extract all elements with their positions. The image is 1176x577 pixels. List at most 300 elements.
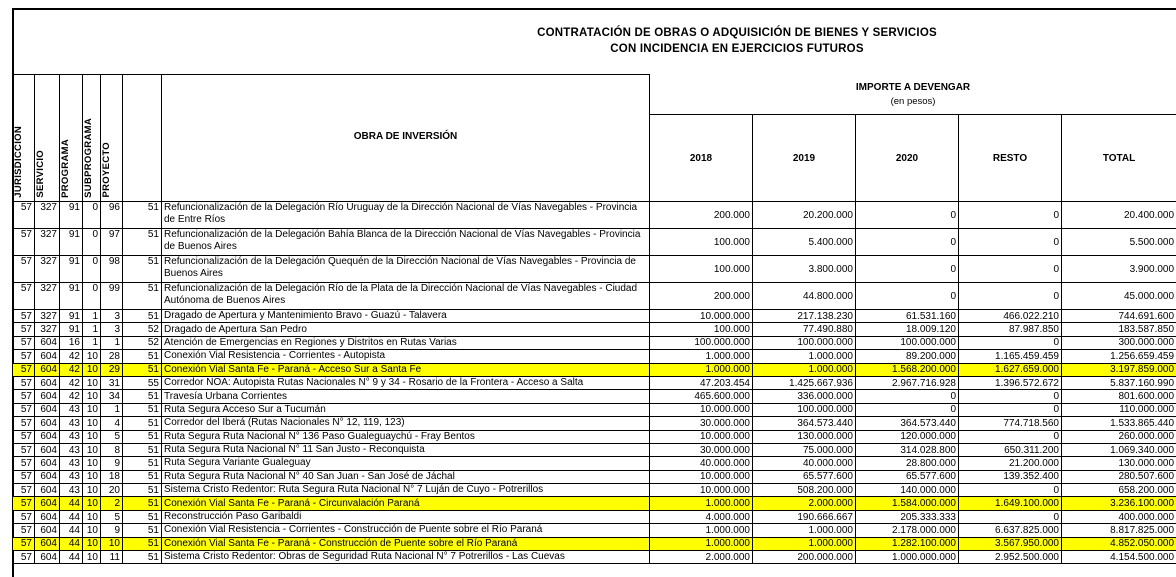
cell-2019: 1.000.000 (753, 350, 856, 363)
cell-2018: 1.000.000 (650, 537, 753, 550)
cell-2018: 4.000.000 (650, 510, 753, 523)
cell-resto: 1.396.572.672 (959, 376, 1062, 389)
table-row (13, 310, 1176, 323)
cell-2018: 40.000.000 (650, 457, 753, 470)
cell-obra-code: 52 (123, 336, 162, 349)
cell-total: 45.000.000 (1062, 283, 1176, 310)
table-body (13, 202, 1176, 564)
title-line-1: CONTRATACIÓN DE OBRAS O ADQUISICIÓN DE BIENES Y SERVICIOS (537, 27, 937, 39)
cell-resto: 466.022.210 (959, 310, 1062, 323)
cell-total: 300.000.000 (1062, 336, 1176, 349)
cell-total: 1.256.659.459 (1062, 350, 1176, 363)
cell-jurisdiccion: 57 (13, 524, 35, 537)
cell-programa: 91 (60, 256, 83, 283)
cell-subprograma: 10 (83, 510, 101, 523)
cell-2019: 1.000.000 (753, 537, 856, 550)
cell-obra-code: 51 (123, 403, 162, 416)
cell-2020: 314.028.800 (856, 443, 959, 456)
cell-programa: 43 (60, 417, 83, 430)
cell-total: 280.507.600 (1062, 470, 1176, 483)
cell-programa: 43 (60, 403, 83, 416)
cell-2018: 200.000 (650, 283, 753, 310)
cell-2020: 1.282.100.000 (856, 537, 959, 550)
cell-subprograma: 10 (83, 376, 101, 389)
cell-description: Reconstrucción Paso Garibaldi (162, 510, 650, 523)
table-row (13, 417, 1176, 430)
cell-servicio: 327 (35, 229, 60, 256)
cell-resto: 0 (959, 202, 1062, 229)
cell-servicio: 604 (35, 537, 60, 550)
cell-obra-code: 51 (123, 524, 162, 537)
cell-2018: 100.000 (650, 229, 753, 256)
cell-subprograma: 10 (83, 457, 101, 470)
cell-servicio: 604 (35, 457, 60, 470)
cell-jurisdiccion: 57 (13, 350, 35, 363)
cell-obra-code: 51 (123, 430, 162, 443)
table-row (13, 524, 1176, 537)
cell-2018: 10.000.000 (650, 403, 753, 416)
cell-total: 260.000.000 (1062, 430, 1176, 443)
cell-description: Ruta Segura Acceso Sur a Tucumán (162, 403, 650, 416)
cell-jurisdiccion: 57 (13, 310, 35, 323)
cell-total: 744.691.600 (1062, 310, 1176, 323)
cell-servicio: 604 (35, 390, 60, 403)
cell-jurisdiccion: 57 (13, 510, 35, 523)
cell-obra-code: 52 (123, 323, 162, 336)
table-row (13, 336, 1176, 349)
cell-2019: 5.400.000 (753, 229, 856, 256)
cell-jurisdiccion: 57 (13, 551, 35, 564)
cell-proyecto: 1 (101, 336, 123, 349)
table-row (13, 323, 1176, 336)
header-importe: IMPORTE A DEVENGAR (en pesos) (650, 75, 1176, 115)
cell-jurisdiccion: 57 (13, 403, 35, 416)
header-2019: 2019 (753, 115, 856, 202)
table-row (13, 202, 1176, 229)
header-programa: PROGRAMA (60, 75, 83, 202)
cell-description: Refuncionalización de la Delegación Río de la Plata de la Dirección Nacional de Vías Navegables - Ciudad Autónoma de Buenos Aires (162, 283, 650, 310)
cell-programa: 43 (60, 443, 83, 456)
cell-2018: 10.000.000 (650, 484, 753, 497)
cell-2019: 100.000.000 (753, 403, 856, 416)
cell-subprograma: 1 (83, 336, 101, 349)
cell-total: 1.069.340.000 (1062, 443, 1176, 456)
cell-2020: 61.531.160 (856, 310, 959, 323)
cell-2019: 2.000.000 (753, 497, 856, 510)
cell-total: 5.500.000 (1062, 229, 1176, 256)
cell-resto: 0 (959, 336, 1062, 349)
header-servicio: SERVICIO (35, 75, 60, 202)
table-row (13, 497, 1176, 510)
cell-obra-code: 51 (123, 470, 162, 483)
cell-2019: 508.200.000 (753, 484, 856, 497)
cell-obra-code: 51 (123, 417, 162, 430)
cell-description: Corredor del Iberá (Rutas Nacionales N° 12, 119, 123) (162, 417, 650, 430)
cell-programa: 16 (60, 336, 83, 349)
cell-jurisdiccion: 57 (13, 363, 35, 376)
cell-2018: 1.000.000 (650, 363, 753, 376)
cell-obra-code: 51 (123, 202, 162, 229)
report-title (12, 26, 1176, 66)
cell-subprograma: 1 (83, 323, 101, 336)
cell-proyecto: 98 (101, 256, 123, 283)
cell-total: 3.197.859.000 (1062, 363, 1176, 376)
cell-proyecto: 18 (101, 470, 123, 483)
cell-jurisdiccion: 57 (13, 256, 35, 283)
cell-jurisdiccion: 57 (13, 470, 35, 483)
cell-2019: 44.800.000 (753, 283, 856, 310)
cell-jurisdiccion: 57 (13, 417, 35, 430)
cell-servicio: 604 (35, 510, 60, 523)
cell-servicio: 604 (35, 363, 60, 376)
table-row (13, 510, 1176, 523)
cell-servicio: 604 (35, 430, 60, 443)
cell-subprograma: 10 (83, 484, 101, 497)
cell-servicio: 604 (35, 551, 60, 564)
cell-2018: 2.000.000 (650, 551, 753, 564)
cell-proyecto: 3 (101, 310, 123, 323)
cell-2018: 465.600.000 (650, 390, 753, 403)
cell-jurisdiccion: 57 (13, 484, 35, 497)
cell-programa: 91 (60, 229, 83, 256)
cell-2020: 28.800.000 (856, 457, 959, 470)
cell-2018: 100.000.000 (650, 336, 753, 349)
cell-description: Conexión Vial Santa Fe - Paraná - Circunvalación Paraná (162, 497, 650, 510)
cell-programa: 44 (60, 551, 83, 564)
cell-subprograma: 10 (83, 497, 101, 510)
cell-2018: 1.000.000 (650, 524, 753, 537)
cell-subprograma: 10 (83, 363, 101, 376)
cell-2018: 100.000 (650, 256, 753, 283)
cell-description: Travesía Urbana Corrientes (162, 390, 650, 403)
cell-subprograma: 10 (83, 390, 101, 403)
cell-2018: 10.000.000 (650, 310, 753, 323)
cell-2018: 10.000.000 (650, 470, 753, 483)
cell-description: Ruta Segura Ruta Nacional N° 11 San Justo - Reconquista (162, 443, 650, 456)
cell-2020: 0 (856, 202, 959, 229)
cell-2019: 100.000.000 (753, 336, 856, 349)
cell-jurisdiccion: 57 (13, 229, 35, 256)
investment-table (12, 74, 1176, 564)
table-row (13, 443, 1176, 456)
cell-subprograma: 10 (83, 350, 101, 363)
cell-2019: 217.138.230 (753, 310, 856, 323)
cell-2019: 1.000.000 (753, 363, 856, 376)
cell-proyecto: 34 (101, 390, 123, 403)
cell-subprograma: 1 (83, 310, 101, 323)
cell-2019: 77.490.880 (753, 323, 856, 336)
cell-2020: 205.333.333 (856, 510, 959, 523)
table-row (13, 403, 1176, 416)
cell-2020: 120.000.000 (856, 430, 959, 443)
cell-2019: 1.425.667.936 (753, 376, 856, 389)
cell-proyecto: 99 (101, 283, 123, 310)
cell-servicio: 604 (35, 403, 60, 416)
cell-resto: 0 (959, 484, 1062, 497)
cell-description: Dragado de Apertura y Mantenimiento Bravo - Guazú - Talavera (162, 310, 650, 323)
header-subprograma: SUBPROGRAMA (83, 75, 101, 202)
cell-description: Refuncionalización de la Delegación Bahía Blanca de la Dirección Nacional de Vías Navegables - Provincia de Buenos Aires (162, 229, 650, 256)
cell-obra-code: 51 (123, 551, 162, 564)
cell-programa: 42 (60, 376, 83, 389)
cell-resto: 0 (959, 256, 1062, 283)
table-row (13, 470, 1176, 483)
cell-resto: 0 (959, 430, 1062, 443)
cell-proyecto: 20 (101, 484, 123, 497)
cell-resto: 0 (959, 403, 1062, 416)
cell-proyecto: 97 (101, 229, 123, 256)
cell-obra-code: 51 (123, 457, 162, 470)
cell-proyecto: 2 (101, 497, 123, 510)
cell-servicio: 604 (35, 417, 60, 430)
cell-subprograma: 10 (83, 417, 101, 430)
cell-2020: 65.577.600 (856, 470, 959, 483)
header-total: TOTAL (1062, 115, 1176, 202)
cell-description: Sistema Cristo Redentor: Obras de Seguridad Ruta Nacional N° 7 Potrerillos - Las Cuevas (162, 551, 650, 564)
cell-resto: 1.165.459.459 (959, 350, 1062, 363)
cell-2018: 100.000 (650, 323, 753, 336)
cell-resto: 0 (959, 283, 1062, 310)
cell-2019: 75.000.000 (753, 443, 856, 456)
cell-obra-code: 51 (123, 283, 162, 310)
cell-2019: 1.000.000 (753, 524, 856, 537)
cell-2020: 1.568.200.000 (856, 363, 959, 376)
cell-2019: 200.000.000 (753, 551, 856, 564)
table-row (13, 350, 1176, 363)
cell-servicio: 327 (35, 256, 60, 283)
header-blank (123, 75, 162, 202)
cell-2019: 336.000.000 (753, 390, 856, 403)
cell-proyecto: 9 (101, 524, 123, 537)
table-row (13, 537, 1176, 550)
header-proyecto: PROYECTO (101, 75, 123, 202)
cell-description: Sistema Cristo Redentor: Ruta Segura Ruta Nacional N° 7 Luján de Cuyo - Potrerillos (162, 484, 650, 497)
cell-2019: 3.800.000 (753, 256, 856, 283)
cell-resto: 0 (959, 510, 1062, 523)
cell-programa: 44 (60, 524, 83, 537)
cell-proyecto: 1 (101, 403, 123, 416)
cell-jurisdiccion: 57 (13, 390, 35, 403)
cell-total: 183.587.850 (1062, 323, 1176, 336)
cell-2020: 0 (856, 256, 959, 283)
cell-obra-code: 51 (123, 484, 162, 497)
cell-2019: 190.666.667 (753, 510, 856, 523)
cell-total: 110.000.000 (1062, 403, 1176, 416)
cell-obra-code: 51 (123, 229, 162, 256)
cell-total: 8.817.825.000 (1062, 524, 1176, 537)
cell-total: 130.000.000 (1062, 457, 1176, 470)
cell-proyecto: 5 (101, 430, 123, 443)
cell-total: 4.852.050.000 (1062, 537, 1176, 550)
cell-jurisdiccion: 57 (13, 323, 35, 336)
cell-proyecto: 31 (101, 376, 123, 389)
cell-servicio: 604 (35, 497, 60, 510)
cell-jurisdiccion: 57 (13, 336, 35, 349)
table-row (13, 283, 1176, 310)
cell-proyecto: 11 (101, 551, 123, 564)
cell-total: 3.236.100.000 (1062, 497, 1176, 510)
table-row (13, 484, 1176, 497)
cell-subprograma: 0 (83, 202, 101, 229)
cell-total: 5.837.160.990 (1062, 376, 1176, 389)
header-resto: RESTO (959, 115, 1062, 202)
cell-programa: 43 (60, 484, 83, 497)
cell-description: Conexión Vial Santa Fe - Paraná - Construcción de Puente sobre el Río Paraná (162, 537, 650, 550)
cell-description: Corredor NOA: Autopista Rutas Nacionales N° 9 y 34 - Rosario de la Frontera - Acceso a Salta (162, 376, 650, 389)
cell-programa: 91 (60, 202, 83, 229)
cell-subprograma: 10 (83, 537, 101, 550)
cell-resto: 139.352.400 (959, 470, 1062, 483)
cell-proyecto: 4 (101, 417, 123, 430)
cell-programa: 44 (60, 510, 83, 523)
cell-subprograma: 0 (83, 229, 101, 256)
cell-subprograma: 10 (83, 443, 101, 456)
cell-subprograma: 10 (83, 551, 101, 564)
cell-proyecto: 3 (101, 323, 123, 336)
cell-subprograma: 10 (83, 524, 101, 537)
cell-2018: 10.000.000 (650, 430, 753, 443)
cell-2020: 89.200.000 (856, 350, 959, 363)
cell-resto: 2.952.500.000 (959, 551, 1062, 564)
cell-total: 658.200.000 (1062, 484, 1176, 497)
cell-2020: 100.000.000 (856, 336, 959, 349)
table-row (13, 256, 1176, 283)
cell-total: 20.400.000 (1062, 202, 1176, 229)
title-line-2: CON INCIDENCIA EN EJERCICIOS FUTUROS (610, 43, 864, 55)
cell-2020: 2.967.716.928 (856, 376, 959, 389)
cell-2020: 18.009.120 (856, 323, 959, 336)
cell-jurisdiccion: 57 (13, 202, 35, 229)
cell-2019: 20.200.000 (753, 202, 856, 229)
cell-2020: 364.573.440 (856, 417, 959, 430)
cell-description: Refuncionalización de la Delegación Quequén de la Dirección Nacional de Vías Navegables - Provincia de Buenos Aires (162, 256, 650, 283)
cell-servicio: 604 (35, 484, 60, 497)
cell-resto: 1.649.100.000 (959, 497, 1062, 510)
cell-total: 4.154.500.000 (1062, 551, 1176, 564)
cell-resto: 0 (959, 229, 1062, 256)
cell-resto: 0 (959, 390, 1062, 403)
cell-obra-code: 51 (123, 497, 162, 510)
cell-programa: 42 (60, 350, 83, 363)
table-row (13, 363, 1176, 376)
cell-programa: 43 (60, 457, 83, 470)
cell-2020: 140.000.000 (856, 484, 959, 497)
cell-proyecto: 96 (101, 202, 123, 229)
cell-programa: 44 (60, 497, 83, 510)
cell-total: 3.900.000 (1062, 256, 1176, 283)
cell-servicio: 604 (35, 376, 60, 389)
cell-2018: 47.203.454 (650, 376, 753, 389)
cell-total: 801.600.000 (1062, 390, 1176, 403)
cell-proyecto: 9 (101, 457, 123, 470)
cell-2020: 2.178.000.000 (856, 524, 959, 537)
cell-2019: 65.577.600 (753, 470, 856, 483)
cell-description: Atención de Emergencias en Regiones y Distritos en Rutas Varias (162, 336, 650, 349)
cell-resto: 6.637.825.000 (959, 524, 1062, 537)
cell-jurisdiccion: 57 (13, 430, 35, 443)
cell-jurisdiccion: 57 (13, 283, 35, 310)
cell-servicio: 604 (35, 443, 60, 456)
cell-2018: 1.000.000 (650, 497, 753, 510)
cell-obra-code: 51 (123, 350, 162, 363)
cell-subprograma: 10 (83, 470, 101, 483)
cell-2018: 1.000.000 (650, 350, 753, 363)
cell-resto: 87.987.850 (959, 323, 1062, 336)
cell-obra-code: 51 (123, 510, 162, 523)
cell-programa: 42 (60, 390, 83, 403)
table-row (13, 229, 1176, 256)
cell-total: 400.000.000 (1062, 510, 1176, 523)
cell-proyecto: 8 (101, 443, 123, 456)
cell-2020: 1.000.000.000 (856, 551, 959, 564)
cell-obra-code: 55 (123, 376, 162, 389)
cell-programa: 43 (60, 470, 83, 483)
cell-resto: 3.567.950.000 (959, 537, 1062, 550)
table-row (13, 457, 1176, 470)
cell-resto: 21.200.000 (959, 457, 1062, 470)
cell-resto: 774.718.560 (959, 417, 1062, 430)
cell-programa: 43 (60, 430, 83, 443)
cell-2020: 0 (856, 390, 959, 403)
cell-obra-code: 51 (123, 310, 162, 323)
header-obra: OBRA DE INVERSIÓN (162, 75, 650, 202)
cell-obra-code: 51 (123, 363, 162, 376)
table-row (13, 390, 1176, 403)
cell-2019: 364.573.440 (753, 417, 856, 430)
cell-jurisdiccion: 57 (13, 457, 35, 470)
cell-description: Refuncionalización de la Delegación Río Uruguay de la Dirección Nacional de Vías Navegables - Provincia de Entre Ríos (162, 202, 650, 229)
cell-servicio: 604 (35, 470, 60, 483)
cell-servicio: 327 (35, 202, 60, 229)
cell-programa: 91 (60, 323, 83, 336)
cell-jurisdiccion: 57 (13, 376, 35, 389)
cell-jurisdiccion: 57 (13, 497, 35, 510)
cell-servicio: 604 (35, 524, 60, 537)
cell-proyecto: 10 (101, 537, 123, 550)
cell-servicio: 327 (35, 323, 60, 336)
cell-description: Conexión Vial Santa Fe - Paraná - Acceso Sur a Santa Fe (162, 363, 650, 376)
cell-jurisdiccion: 57 (13, 537, 35, 550)
cell-programa: 91 (60, 283, 83, 310)
cell-obra-code: 51 (123, 537, 162, 550)
cell-obra-code: 51 (123, 256, 162, 283)
cell-resto: 1.627.659.000 (959, 363, 1062, 376)
cell-description: Dragado de Apertura San Pedro (162, 323, 650, 336)
cell-description: Ruta Segura Ruta Nacional N° 40 San Juan - San José de Jáchal (162, 470, 650, 483)
cell-servicio: 604 (35, 336, 60, 349)
cell-description: Ruta Segura Variante Gualeguay (162, 457, 650, 470)
header-jurisdiccion: JURISDICCIÓN (13, 75, 35, 202)
cell-subprograma: 0 (83, 256, 101, 283)
cell-proyecto: 5 (101, 510, 123, 523)
cell-programa: 91 (60, 310, 83, 323)
cell-programa: 42 (60, 363, 83, 376)
cell-programa: 44 (60, 537, 83, 550)
cell-obra-code: 51 (123, 443, 162, 456)
cell-2019: 130.000.000 (753, 430, 856, 443)
cell-2020: 1.584.000.000 (856, 497, 959, 510)
cell-servicio: 604 (35, 350, 60, 363)
cell-total: 1.533.865.440 (1062, 417, 1176, 430)
cell-resto: 650.311.200 (959, 443, 1062, 456)
cell-2018: 30.000.000 (650, 443, 753, 456)
cell-2020: 0 (856, 229, 959, 256)
cell-servicio: 327 (35, 310, 60, 323)
cell-obra-code: 51 (123, 390, 162, 403)
cell-subprograma: 10 (83, 430, 101, 443)
cell-subprograma: 10 (83, 403, 101, 416)
header-2020: 2020 (856, 115, 959, 202)
